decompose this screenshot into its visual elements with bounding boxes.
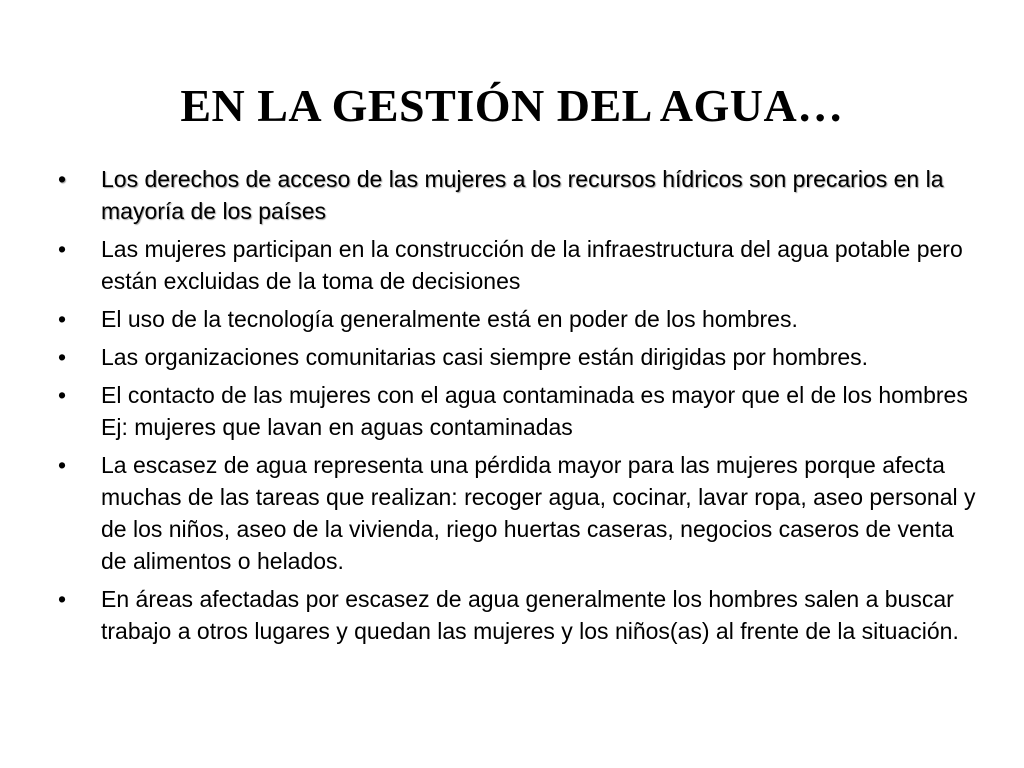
bullet-icon: •: [58, 344, 67, 370]
bullet-text: El contacto de las mujeres con el agua contaminada es mayor que el de los hombres Ej: mujeres que lavan en aguas contaminadas: [101, 382, 968, 440]
bullet-text: El uso de la tecnología generalmente está en poder de los hombres.: [101, 306, 798, 332]
bullet-icon: •: [58, 452, 67, 478]
bullet-text: La escasez de agua representa una pérdida mayor para las mujeres porque afecta muchas de las tareas que realizan: recoger agua, cocinar, lavar ropa, aseo personal y de los niños, aseo de la vivienda, riego huertas caseras, negocios caseros de venta de alimentos o helados.: [101, 452, 976, 574]
bullet-item: [56, 379, 976, 443]
slide-title: EN LA GESTIÓN DEL AGUA…: [180, 80, 844, 131]
bullet-icon: •: [58, 586, 67, 612]
bullet-text: Las organizaciones comunitarias casi siempre están dirigidas por hombres.: [101, 344, 869, 370]
bullet-item: [56, 583, 976, 647]
bullet-text: En áreas afectadas por escasez de agua generalmente los hombres salen a buscar trabajo a otros lugares y quedan las mujeres y los niños(as) al frente de la situación.: [101, 586, 959, 644]
bullet-icon: •: [58, 306, 67, 332]
bullet-item: [56, 449, 976, 577]
bullet-icon: •: [58, 236, 67, 262]
bullet-item: [56, 163, 976, 227]
bullet-item: [56, 233, 976, 297]
bullet-item: [56, 341, 976, 373]
bullet-icon: •: [58, 166, 67, 192]
bullet-list: [56, 163, 976, 653]
bullet-item: [56, 303, 976, 335]
bullet-text: Las mujeres participan en la construcción de la infraestructura del agua potable pero están excluidas de la toma de decisiones: [101, 236, 963, 294]
bullet-text: Los derechos de acceso de las mujeres a los recursos hídricos son precarios en la mayoría de los países: [101, 166, 944, 224]
bullet-icon: •: [58, 382, 67, 408]
